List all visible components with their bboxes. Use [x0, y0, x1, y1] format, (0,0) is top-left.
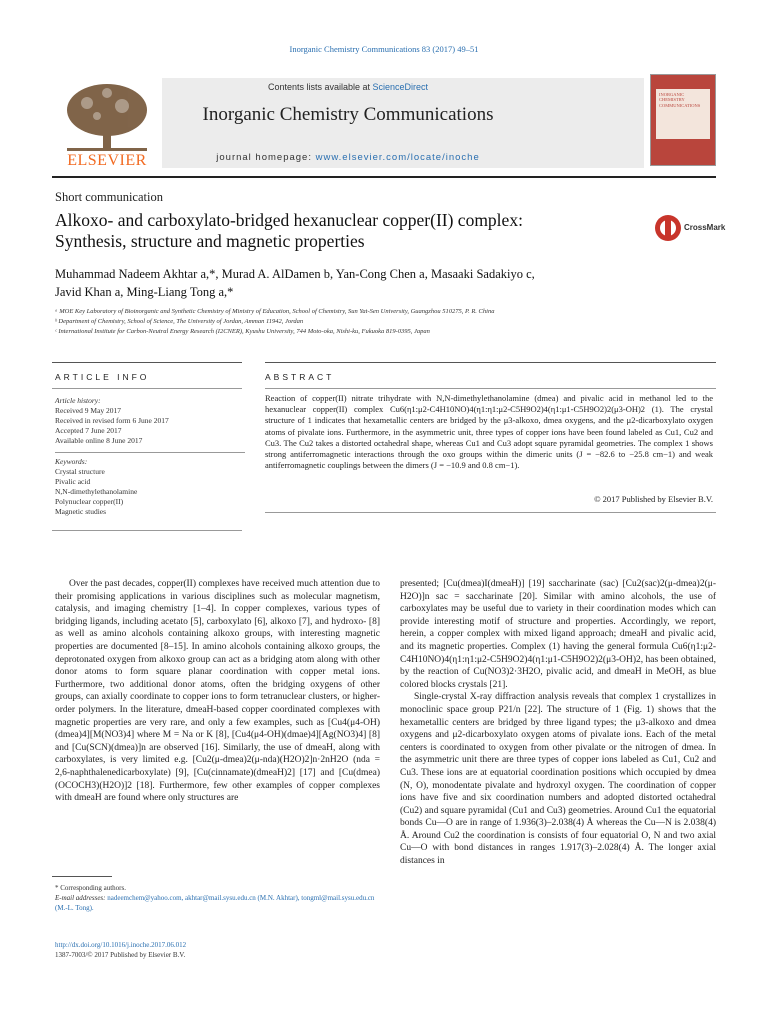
journal-cover-thumbnail[interactable] [650, 74, 716, 166]
abstract-heading: ABSTRACT [265, 372, 335, 382]
cover-title: INORGANIC CHEMISTRY COMMUNICATIONS [656, 89, 710, 139]
abstract-rule-bottom [265, 512, 716, 513]
abstract-rule-mid [265, 388, 716, 389]
journal-citation[interactable]: Inorganic Chemistry Communications 83 (2017) 49–51 [289, 44, 479, 54]
article-info: Article history: Received 9 May 2017 Received in revised form 6 June 2017 Accepted 7 June 2017 Available online 8 June 2017 Keywords: Crystal structure Pivalic acid N,N-dimethylethanolamine Polynuclear copper(II) Magnetic studies [55, 396, 245, 517]
journal-title: Inorganic Chemistry Communications [202, 104, 494, 125]
author-emails[interactable]: nadeemchem@yahoo.com, akhtar@mail.sysu.edu.cn (M.N. Akhtar), tongml@mail.sysu.edu.cn (M.-L. Tong). [55, 894, 375, 912]
journal-homepage: journal homepage: www.elsevier.com/locate/inoche [216, 152, 480, 163]
header-rule [52, 176, 716, 178]
article-type: Short communication [55, 190, 163, 204]
footnote-rule [52, 876, 112, 877]
footnote: * Corresponding authors. E-mail addresses: nadeemchem@yahoo.com, akhtar@mail.sysu.edu.cn (M.N. Akhtar), tongml@mail.sysu.edu.cn (M.-L. Tong). [55, 884, 375, 912]
crossmark-label[interactable]: CrossMark [684, 223, 726, 232]
affiliations: ᵃ MOE Key Laboratory of Bioinorganic and Synthetic Chemistry of Ministry of Education, School of Chemistry, Sun Yat-Sen University, Guangzhou 510275, P. R. China ᵇ Department of Chemistry, School of Science, The University of Jordan, Amman 11942, Jordan ᶜ International Institute for Carbon-Neutral Energy Research (I2CNER), Kyushu University, 744 Moto-oka, Nishi-ku, Fukuoka 819-0395, Japan [55, 308, 495, 335]
abstract-rule-top [265, 362, 716, 363]
abstract-text: Reaction of copper(II) nitrate trihydrate with N,N-dimethylethanolamine (dmea) and pivalic acid in methanol led to the hexanuclear copper(II) complex Cu6(η1:μ2-C4H10NO)4(η1:η1:μ2-C5H9O2)4(η1:μ1-C5H9O2)2(μ3-OH)2 (1). The crystal structure of 1 indicates that hexametallic centers are bridged by the μ3-alkoxo, dmea oxygens, and the μ2-dicarboxylato oxygen atoms of pivalate ions. Furthermore, in the asymmetric unit, three types of copper ions have been found labeled as Cu1, Cu2 and Cu3. The Cu2 takes a distorted octahedral shape, whereas Cu1 and Cu3 adopt square pyramidal geometries. The complex 1 shows strong antiferromagnetic interactions through the oxo groups within the dimeric units (J = −82.6 to −25.8 cm−1) and weak antiferromagnetic couplings between the dimers (J = −10.9 and 0.8 cm−1). [265, 393, 713, 471]
crossmark-icon[interactable] [654, 214, 682, 242]
author-list: Muhammad Nadeem Akhtar a,*, Murad A. AlDamen b, Yan-Cong Chen a, Masaaki Sadakiyo c, Javid Khan a, Ming-Liang Tong a,* [55, 267, 535, 299]
contents-available: Contents lists available at ScienceDirect [267, 82, 429, 92]
info-rule-top [52, 362, 242, 363]
article-doi-block: http://dx.doi.org/10.1016/j.inoche.2017.06.012 1387-7003/© 2017 Published by Elsevier B.V. [55, 941, 187, 959]
info-rule-mid [52, 388, 242, 389]
homepage-link[interactable]: www.elsevier.com/locate/inoche [315, 152, 480, 163]
body-column-left: Over the past decades, copper(II) complexes have received much attention due to their promising applications in various disciplines such as molecular magnetism, catalysis, and imaging chemistry [1–4]. In copper complexes, various types of bridging ligands, including acetato [5], carboxylato [6], alkoxo [7], and hydroxo- [8] as well as amino alcohols containing alkoxo groups, with interesting magnetic properties are documented [8–15]. In amino alcohols containing alkoxo groups, the deprotonated oxygen from alkoxo group can act as a bridging atom along with other donor atoms to form square planar coordination with copper metal ions. Furthermore, two additional donor atoms, often the bridging oxygens of other groups, can axially coordinate to copper ions to form tetranuclear clusters, or higher-order polymers. In the literature, dmeaH-based copper coordinated complexes with magnetic properties are very rare, and only a few examples, such as [Cu4(μ4-OH)(dmea)4][M(NO3)4] where M = Na or K [8], [Cu4(μ4-OH)(dmae)4][Ag(NO3)4] [8] and [Cu(SCN)(dmea)]n are observed [16]. Similarly, the use of dmeaH, along with carboxylates, is very limited e.g. [Cu2(μ-dmea)2(μ-nda)(H2O)2]n·2nH2O (nda = 2,6-naphthalenedicarboxylate) [9], [Cu(cinnamate)(dmeaH)2] [17] and [Cu(dmea)(OCOCH3)(H2O)]2 [18]. Furthermore, few other examples of copper complexes with dmeaH are found where only structures are [55, 579, 380, 804]
article-title: Alkoxo- and carboxylato-bridged hexanuclear copper(II) complex: Synthesis, structure and magnetic properties [55, 210, 523, 251]
abstract-copyright: © 2017 Published by Elsevier B.V. [594, 494, 713, 504]
body-column-right: presented; [Cu(dmea)I(dmeaH)] [19] saccharinate (sac) [Cu2(sac)2(μ-dmea)2(μ-H2O)]n sac = saccharinate [20]. Similar with amino alcohols, the use of carboxylates may be useful due to variety in their coordination modes which can provide interesting motif of structure and properties. Accordingly, we report, herein, a copper complex with mixed ligand approach; dmeaH and pivalic acid, and its magnetic properties. Complex (1) having the general formula Cu6(η1:μ2-C4H10NO)4(η1:η1:μ2-C5H9O2)4(η1:μ1-C5H9O2)2(μ3-OH)2, has been obtained, by the reaction of Cu(NO3)2·3H2O, pivalic acid, and dmeaH in MeOH, as blue colored blocks crystals [21]. Single-crystal X-ray diffraction analysis reveals that complex 1 crystallizes in monoclinic space group P21/n [22]. The structure of 1 (Fig. 1) shows that the hexametallic centers are bridged by three ligand types; the μ3-alkoxo and dmea oxygens and μ2-dicarboxylato oxygen atoms of pivalate ions. Each of the metal centers is coordinated to oxygen from other pivalate or the nitrogen of dmea. In the asymmetric unit there are three types of copper ions labeled as Cu1, Cu2 and Cu3. These ions are at equatorial coordination positions which occupied by dmea (N, O), monodentate pivalate and hydroxyl oxygen. The coordination of copper ions have five and six coordination numbers and adopted distorted octahedral (Cu2) and square pyramidal (Cu1 and Cu3) geometries. Around Cu1 the equatorial bonds Cu—O are in range of 1.936(3)–2.038(4) Å whereas the Cu—N is 2.038(4) Å. Around Cu2 the coordination is consists of four equatorial O, N and two axial Cu—O with bond distances in ranges 1.917(3)–2.028(4) Å. The longer axial distances in [400, 579, 716, 867]
doi-link[interactable]: http://dx.doi.org/10.1016/j.inoche.2017.06.012 [55, 941, 187, 949]
sciencedirect-link[interactable]: ScienceDirect [372, 82, 429, 92]
info-rule-bottom [52, 530, 242, 531]
article-info-heading: ARTICLE INFO [55, 372, 150, 382]
elsevier-wordmark: ELSEVIER [67, 152, 147, 169]
